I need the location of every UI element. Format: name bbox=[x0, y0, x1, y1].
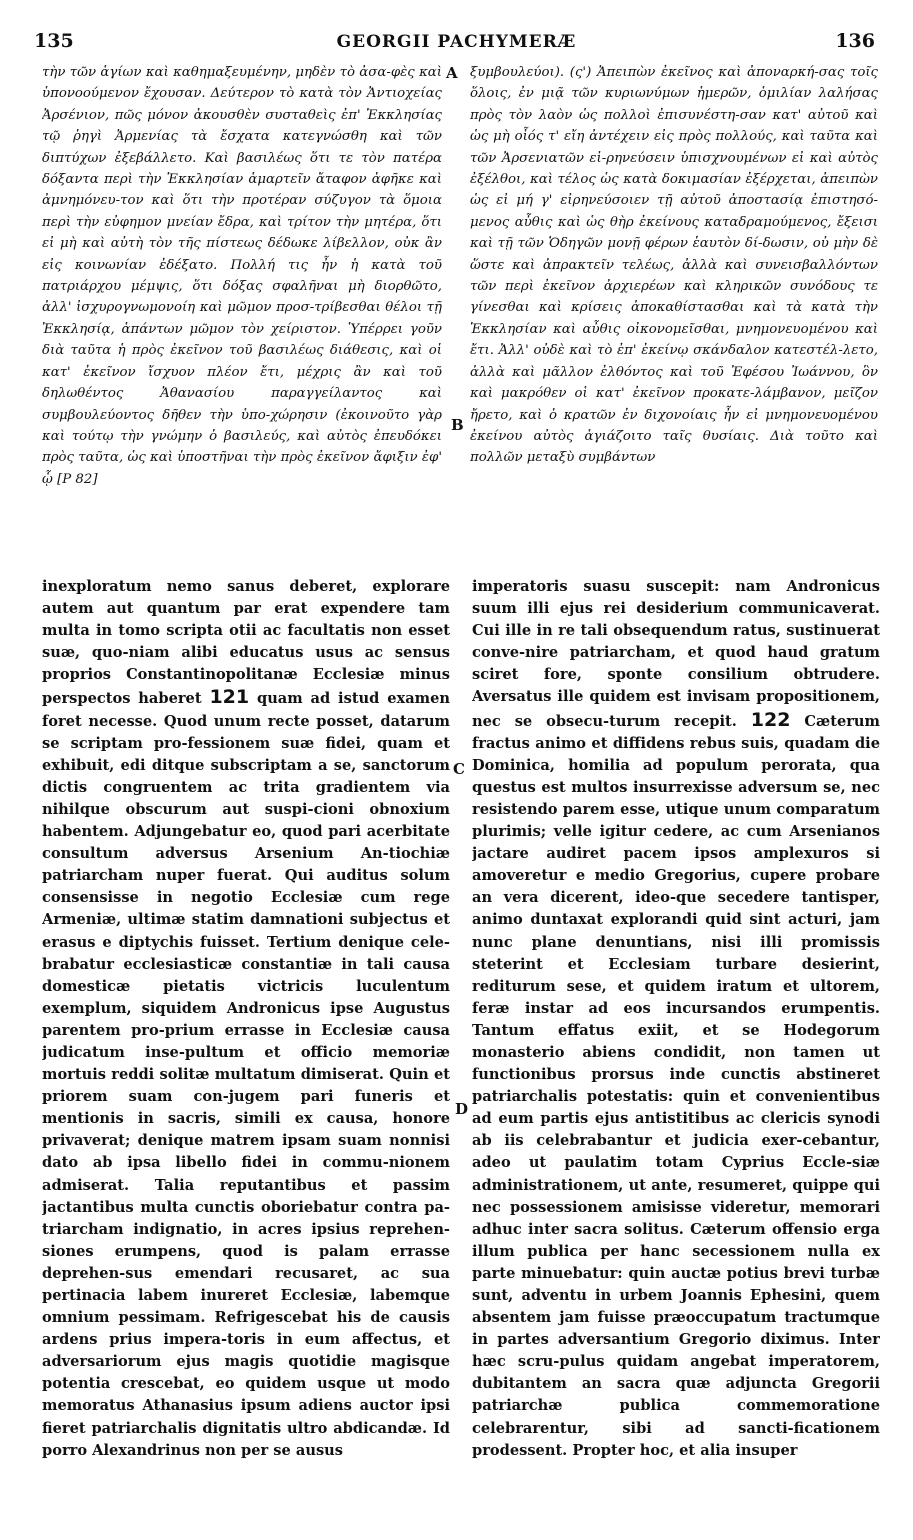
greek-paragraph-right: ξυμβουλεύοι). (ς') Ἀπειπὼν ἐκεῖνος καὶ ἀποναρκή-σας τοῖς ὅλοις, ἐν μιᾷ τῶν κυριωνύμων ἡμερῶν, ὁμιλίαν λαλήσας πρὸς τὸν λαὸν ὡς πολλοὶ ἐπισυνέστη-σαν κατ' αὐτοῦ καὶ ὡς μὴ οἷός τ' εἴη ἀντέχειν εἰς πρὸς πολλούς, καὶ ταῦτα καὶ τῶν Ἀρσενιατῶν εἰ-ρηνεύσειν ὑπισχνουμένων εἰ καὶ αὐτὸς ἐξέλθοι, καὶ τέλος ὡς κατὰ δοκιμασίαν ἐξέρχεται, ἀπειπὼν ὡς εἰ μή γ' εἰρηνεύσοιεν τῇ αὐτοῦ ἀποστασίᾳ ἐπιστησό-μενος αὖθις καὶ ὡς θὴρ ἐκείνους καταδραμούμενος, ἔξεισι καὶ τῇ τῶν Ὁδηγῶν μονῇ φέρων ἑαυτὸν δί-δωσιν, οὐ μὴν δὲ ὥστε καὶ ἀπρακτεῖν τελέως, ἀλλὰ καὶ συνεισβαλλόντων τῶν περὶ ἐκεῖνον ἀρχιερέων καὶ κληρικῶν συνόδους τε γίνεσθαι καὶ κρίσεις ἀποκαθίστασθαι καὶ τὰ κατὰ τὴν Ἐκκλησίαν καὶ αὖθις οἰκονομεῖσθαι, μνημονευομένου καὶ ἔτι. Ἀλλ' οὐδὲ καὶ τὸ ἐπ' ἐκείνῳ σκάνδαλον κατεστέλ-λετο, ἀλλὰ καὶ μᾶλλον ἐλθόντος καὶ τοῦ Ἐφέσου Ἰωάννου, ὃν καὶ μακρόθεν οἱ κατ' ἐκεῖνον προκατε-λάμβανον, μεῖζον ἤρετο, καὶ ὁ κρατῶν ἐν διχονοίαις ἦν εἰ μνημονευομένου ἐκείνου αὐτὸς ἁγιάζοιτο ταῖς θυσίαις. Διὰ τοῦτο καὶ πολλῶν μεταξὺ συμβάντων bbox=[470, 65, 878, 466]
left-page-number: 135 bbox=[34, 30, 74, 52]
latin-paragraph-right bbox=[472, 576, 880, 1462]
margin-letter-c: C bbox=[453, 760, 465, 778]
latin-left-part-1: inexploratum nemo sanus deberet, explorare autem aut quantum par erat expendere tam multa in tomo scripta otii ac facultatis non esset suæ, quo-niam alibi educatus usus ac sensus proprios Constantinopolitanæ Ecclesiæ minus perspectos haberet bbox=[42, 578, 450, 708]
section-number-122: 122 bbox=[750, 708, 791, 731]
margin-letter-d: D bbox=[455, 1100, 469, 1118]
section-number-121: 121 bbox=[209, 686, 250, 709]
latin-text-left-column bbox=[42, 576, 450, 1496]
running-title: GEORGII PACHYMERÆ bbox=[336, 32, 577, 52]
latin-left-part-2: quam ad istud examen foret necesse. Quod unum recte posset, datarum se scriptam pro-fessionem suæ fidei, quam et exhibuit, edi ditque subscriptam a se, sanctorum dictis congruentem ac trita gradientem via nihilque obscurum aut suspi-cioni obnoxium habentem. Adjungebatur eo, quod pari acerbitate consultum adversus Arsenium An-tiochiæ patriarcham nuper fuerat. Qui auditus solum consensisse in negotio Ecclesiæ cum rege Armeniæ, ultimæ statim damnationi subjectus et erasus e diptychis fuisset. Tertium denique cele-brabatur ecclesiasticæ constantiæ in tali causa domesticæ pietatis victricis luculentum exemplum, siquidem Andronicus ipse Augustus parentem pro-prium errasse in Ecclesiæ causa judicatum inse-pultum et officio memoriæ mortuis reddi solitæ multatum dimiserat. Quin et priorem suam con-jugem pari funeris et mentionis in sacris, simili ex causa, honore privaverat; denique matrem ipsam suam nonnisi dato ab ipsa libello fidei in commu-nionem admiserat. Talia reputantibus et passim jactantibus multa cunctis oboriebatur contra pa-triarcham indignatio, in acres ipsius reprehen-siones erumpens, quod is palam errasse deprehen-sus emendari recusaret, ac sua pertinacia labem inureret Ecclesiæ, labemque omnium pessimam. Refrigescebat his de causis ardens prius impera-toris in eum affectus, et adversariorum ejus magis quotidie magisque potentia crescebat, eo quidem usque ut modo memoratus Athanasius ipsum adiens auctor ipsi fieret patriarchalis dignitatis ultro abdicandæ. Id porro Alexandrinus non per se ausus bbox=[42, 690, 450, 1459]
margin-letter-b: B bbox=[451, 416, 464, 434]
latin-paragraph-left bbox=[42, 576, 450, 1462]
latin-right-part-1: imperatoris suasu suscepit: nam Andronicus suum illi ejus rei desiderium communicaverat. Cui ille in re tali obsequendum ratus, sustinuerat conve-nire patriarcham, et quod haud gratum sciret fore, sponte consilium obtrudere. Aversatus ille quidem est invisam propositionem, nec se obsecu-turum recepit. bbox=[472, 578, 880, 730]
greek-text-left-column bbox=[42, 62, 442, 562]
greek-paragraph-left: τὴν τῶν ἁγίων καὶ καθημαξευμένην, μηδὲν τὸ ἀσα-φὲς καὶ ὑπονοούμενον ἔχουσαν. Δεύτερον τὸ κατὰ τὸν Ἀντιοχείας Ἀρσένιον, πῶς μόνον ἀκουσθὲν συσταθεὶς ἐπ' Ἐκκλησίας τῷ ῥηγὶ Ἀρμενίας τὰ ἔσχατα κατεγνώσθη καὶ τῶν διπτύχων ἐξεβάλλετο. Καὶ βασιλέως ὅτι τε τὸν πατέρα δόξαντα περὶ τὴν Ἐκκλησίαν ἁμαρτεῖν ἄταφον ἀφῆκε καὶ ἀμνημόνευ-τον καὶ ὅτι τὴν προτέραν σύζυγον τὰ ὅμοια περὶ τὴν εὐφημον μνείαν ἔδρα, καὶ τρίτον τὴν μητέρα, ὅτι εἰ μὴ καὶ αὐτὴ τὸν τῆς πίστεως δέδωκε λίβελλον, οὐκ ἂν εἰς κοινωνίαν ἐδέξατο. Πολλή τις ἦν ἡ κατὰ τοῦ πατριάρχου μέμψις, ὅτι δόξας σφαλῆναι μὴ διορθῶτο, ἀλλ' ἰσχυρογνωμονοίη καὶ μῶμον προσ-τρίβεσθαι θέλοι τῇ Ἐκκλησίᾳ, ἁπάντων μῶμον τὸν χείριστον. Ὑπέρρει γοῦν διὰ ταῦτα ἡ πρὸς ἐκεῖνον τοῦ βασιλέως διάθεσις, καὶ οἱ κατ' ἐκεῖνον ἴσχυον πλέον ἔτι, μέχρις ἂν καὶ τοῦ δηλωθέντος Ἀθανασίου παραγγείλαντος καὶ συμβουλεύοντος δῆθεν τὴν ὑπο-χώρησιν (ἐκοινοῦτο γὰρ καὶ τούτῳ τὴν γνώμην ὁ βασιλεύς, καὶ αὐτὸς ἐπευδόκει πρὸς ταῦτα, ὡς καὶ ὑποστῆναι τὴν πρὸς ἐκεῖνον ἄφιξιν ἐφ' ᾧ [P 82] bbox=[42, 65, 442, 487]
margin-letter-a: A bbox=[446, 64, 458, 82]
latin-text-right-column bbox=[472, 576, 880, 1496]
greek-text-right-column bbox=[470, 62, 878, 562]
latin-right-part-2: Cæterum fractus animo et diffidens rebus suis, quadam die Dominica, homilia ad populum perorata, qua questus est multos insurrexisse adversum se, nec resistendo parem esse, utique unum comparatum plurimis; velle igitur cedere, ac cum Arsenianos jactare audiret pacem ipsos amplexuros si amoveretur e medio Gregorius, cupere probare an vera dicerent, ideo-que secedere tantisper, animo duntaxat explorandi quid sint acturi, jam nunc plane denuntians, nisi illi promissis steterint et Ecclesiam turbare desierint, rediturum sese, et quidem iratum et ultorem, feræ instar ad eos incursandos erumpentis. Tantum effatus exiit, et se Hodegorum monasterio abiens condidit, non tamen ut functionibus prorsus inde cunctis abstineret patriarchalis potestatis: quin et convenientibus ad eum partis ejus antistitibus ac clericis synodi ab iis celebrabantur et judicia exer-cebantur, adeo ut paulatim totam Cyprius Eccle-siæ administrationem, ut ante, resumeret, quippe qui nec possessionem amisisse videretur, memorari adhuc inter sacra solitus. Cæterum offensio erga illum publica per hanc secessionem nulla ex parte minuebatur: quin auctæ potius brevi turbæ sunt, adventu in urbem Joannis Ephesini, quem absentem jam fuisse præoccupatum tractumque in partes adversantium Gregorio diximus. Inter hæc scru-pulus quidam angebat imperatorem, dubitantem an sacra quæ adjuncta Gregorii patriarchæ publica commemoratione celebrarentur, sibi ad sancti-ficationem prodessent. Propter hoc, et alia insuper bbox=[472, 712, 880, 1459]
page-header bbox=[30, 30, 883, 58]
right-page-number: 136 bbox=[835, 30, 875, 52]
